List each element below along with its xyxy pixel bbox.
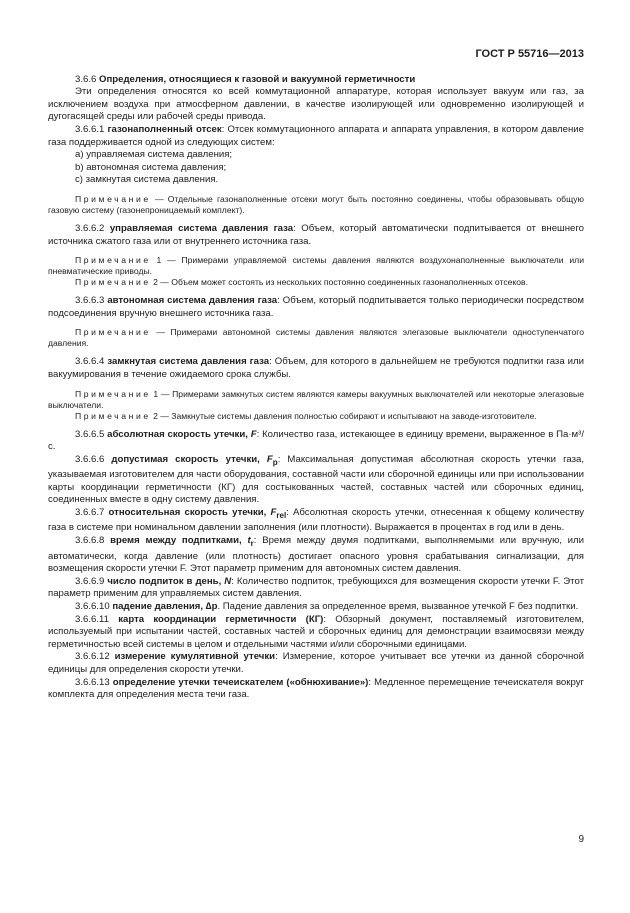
note bbox=[48, 327, 584, 349]
definition: . Падение давления за определенное время, вызванное утечкой F без подпитки. bbox=[217, 600, 579, 612]
list-item: а) управляемая система давления; bbox=[75, 149, 233, 161]
definition: : Обзорный документ, поставляемый изготовителем, используемый при испытании частей, составных частей и сборочных единиц для демонстрации взаимосвязи между герметичностью всей системы в целом и отдельными частями и/или сборочными единицами. bbox=[48, 613, 584, 650]
clause-number: 3.6.6.13 bbox=[75, 676, 113, 688]
clause-number: 3.6.6.6 bbox=[75, 453, 112, 465]
symbol: t bbox=[247, 535, 251, 547]
clause-3-6-6-8 bbox=[48, 535, 584, 576]
clause-3-6-6-7 bbox=[48, 507, 584, 535]
note-text: 1 — Примерами замкнутых систем являются камеры вакуумных выключателей или некоторые элегазовые выключатели. bbox=[48, 388, 584, 410]
symbol: F bbox=[270, 506, 277, 518]
clause-3-6-6-3 bbox=[48, 295, 584, 349]
note-label: Примечание bbox=[75, 277, 151, 288]
page-number: 9 bbox=[578, 834, 584, 845]
definition: : Время между двумя подпитками, выполняемыми или вручную, или автоматически, когда давление (или плотность) достигает опасного уровня срабатывания сигнализации, для возмещения скорости утечки F. Этот параметр применим для автономных систем давления. bbox=[48, 535, 584, 575]
clause-3-6-6-6 bbox=[48, 454, 584, 507]
list-item: b) автономная система давления; bbox=[75, 161, 227, 173]
definition: : Количество газа, истекающее в единицу времени, выраженное в Па·м³/с. bbox=[48, 428, 584, 453]
note bbox=[48, 194, 584, 216]
note-label: Примечание bbox=[75, 193, 151, 204]
definition: : Максимальная допустимая абсолютная скорость утечки газа, указываемая изготовителем для части оборудования, составной части или сборочной единицы или при использовании карты координации герметичности (КГ) для состыкованных частей, составных частей или сборочных единиц, соединенных вместе в одну систему давления. bbox=[48, 453, 584, 506]
note-text: — Отдельные газонаполненные отсеки могут быть постоянно соединены, чтобы образовывать общую газовую систему (газонепроницаемый комплект). bbox=[48, 193, 584, 215]
clause-3-6-6-5 bbox=[48, 429, 584, 454]
symbol: N bbox=[224, 575, 232, 587]
term: автономная система давления газа bbox=[107, 295, 278, 307]
term: газонаполненный отсек bbox=[107, 123, 222, 135]
section-3-6-6 bbox=[48, 74, 584, 124]
note bbox=[48, 277, 584, 288]
clause-3-6-6-13 bbox=[48, 677, 584, 702]
clause-number: 3.6.6.5 bbox=[75, 428, 108, 440]
definition: : Отсек коммутационного аппарата и аппарата управления, в котором давление газа поддерживается одной из следующих систем: bbox=[48, 123, 585, 148]
clause-number: 3.6.6.1 bbox=[75, 123, 108, 135]
term: замкнутая система давления газа bbox=[107, 356, 270, 368]
note-text: 2 — Объем может состоять из нескольких постоянно соединенных газонаполненных отсеков. bbox=[150, 277, 529, 288]
clause-3-6-6-2 bbox=[48, 223, 584, 288]
term: допустимая скорость утечки, bbox=[111, 453, 267, 465]
note-label: Примечание bbox=[75, 388, 151, 399]
clause-3-6-6-9 bbox=[48, 576, 584, 601]
clause-number: 3.6.6.7 bbox=[75, 506, 109, 518]
term: карта координации герметичности (КГ) bbox=[118, 613, 324, 625]
section-title: Определения, относящиеся к газовой и вакуумной герметичности bbox=[99, 73, 416, 85]
term: абсолютная скорость утечки, bbox=[107, 428, 251, 440]
section-intro: Эти определения относятся ко всей коммутационной аппаратуре, которая использует вакуум или газ, за исключением воздуха при атмосферном давлении, в качестве изолирующей или одновременно изолирующей и дугогасящей среды или рабочей среды привода. bbox=[48, 86, 584, 123]
term: относительная скорость утечки, bbox=[108, 506, 271, 518]
note-text: — Примерами автономной системы давления являются элегазовые выключатели одноступенчатого давления. bbox=[48, 327, 584, 349]
term: измерение кумулятивной утечки bbox=[114, 651, 276, 663]
term: управляемая система давления газа bbox=[109, 222, 294, 234]
note-label: Примечание bbox=[75, 410, 151, 421]
clause-number: 3.6.6.2 bbox=[75, 222, 110, 234]
term: падение давления, bbox=[112, 600, 206, 612]
clause-number: 3.6.6.10 bbox=[75, 600, 113, 612]
note bbox=[48, 255, 584, 277]
symbol-subscript: r bbox=[250, 538, 254, 548]
clause-number: 3.6.6.8 bbox=[75, 535, 111, 547]
clause-number: 3.6.6.9 bbox=[75, 575, 108, 587]
note bbox=[48, 389, 584, 411]
symbol-subscript: rel bbox=[276, 510, 287, 520]
clause-3-6-6-12 bbox=[48, 651, 584, 676]
definition: : Медленное перемещение течеискателя вокруг комплекта для определения места течи газа. bbox=[48, 676, 584, 701]
clause-3-6-6-11 bbox=[48, 614, 584, 652]
note-label: Примечание bbox=[75, 327, 151, 338]
list-item: с) замкнутая система давления. bbox=[75, 174, 219, 186]
term: определение утечки течеискателем («обнюхивание») bbox=[112, 676, 369, 688]
definition: : Объем, который подпитывается только периодически посредством подсоединения вручную внешнего источника газа. bbox=[48, 295, 584, 319]
symbol-subscript: p bbox=[272, 457, 278, 467]
symbol: F bbox=[250, 428, 257, 440]
clause-number: 3.6.6.3 bbox=[75, 295, 108, 307]
term: число подпиток в день, bbox=[107, 575, 225, 587]
definition: : Измерение, которое учитывает все утечки из данной сборочной единицы для определения скорости утечки. bbox=[48, 651, 584, 675]
clause-number: 3.6.6.11 bbox=[75, 613, 119, 625]
note-text: 1 — Примерами управляемой системы давления являются воздухонаполненные выключатели или пневматические приводы. bbox=[48, 255, 584, 277]
term: время между подпитками, bbox=[110, 535, 248, 547]
note-label: Примечание bbox=[75, 255, 151, 266]
clause-number: 3.6.6.12 bbox=[75, 651, 115, 663]
standard-header: ГОСТ Р 55716—2013 bbox=[475, 48, 584, 60]
definition: : Объем, для которого в дальнейшем не требуются подпитки газа или вакуумирования в течение ожидаемого срока службы. bbox=[48, 356, 584, 380]
clause-3-6-6-10 bbox=[48, 601, 584, 614]
definition: : Абсолютная скорость утечки, отнесенная к общему количеству газа в системе при номинальном давлении заполнения (или плотности). Выражается в процентах в год или в день. bbox=[48, 506, 584, 534]
clause-number: 3.6.6.4 bbox=[75, 356, 108, 368]
clause-number: 3.6.6 bbox=[75, 73, 100, 85]
definition: : Объем, который автоматически подпитывается от внешнего источника сжатого газа или от внутреннего источника газа. bbox=[48, 222, 584, 247]
clause-3-6-6-1 bbox=[48, 124, 584, 216]
definition: : Количество подпиток, требующихся для возмещения скорости утечки F. Этот параметр применим для управляемых систем давления. bbox=[48, 575, 584, 600]
symbol: F bbox=[266, 453, 273, 465]
symbol: ∆p bbox=[205, 600, 218, 612]
note bbox=[48, 411, 584, 422]
clause-3-6-6-4 bbox=[48, 356, 584, 421]
note-text: 2 — Замкнутые системы давления полностью собирают и испытывают на заводе-изготовителе. bbox=[150, 410, 537, 421]
